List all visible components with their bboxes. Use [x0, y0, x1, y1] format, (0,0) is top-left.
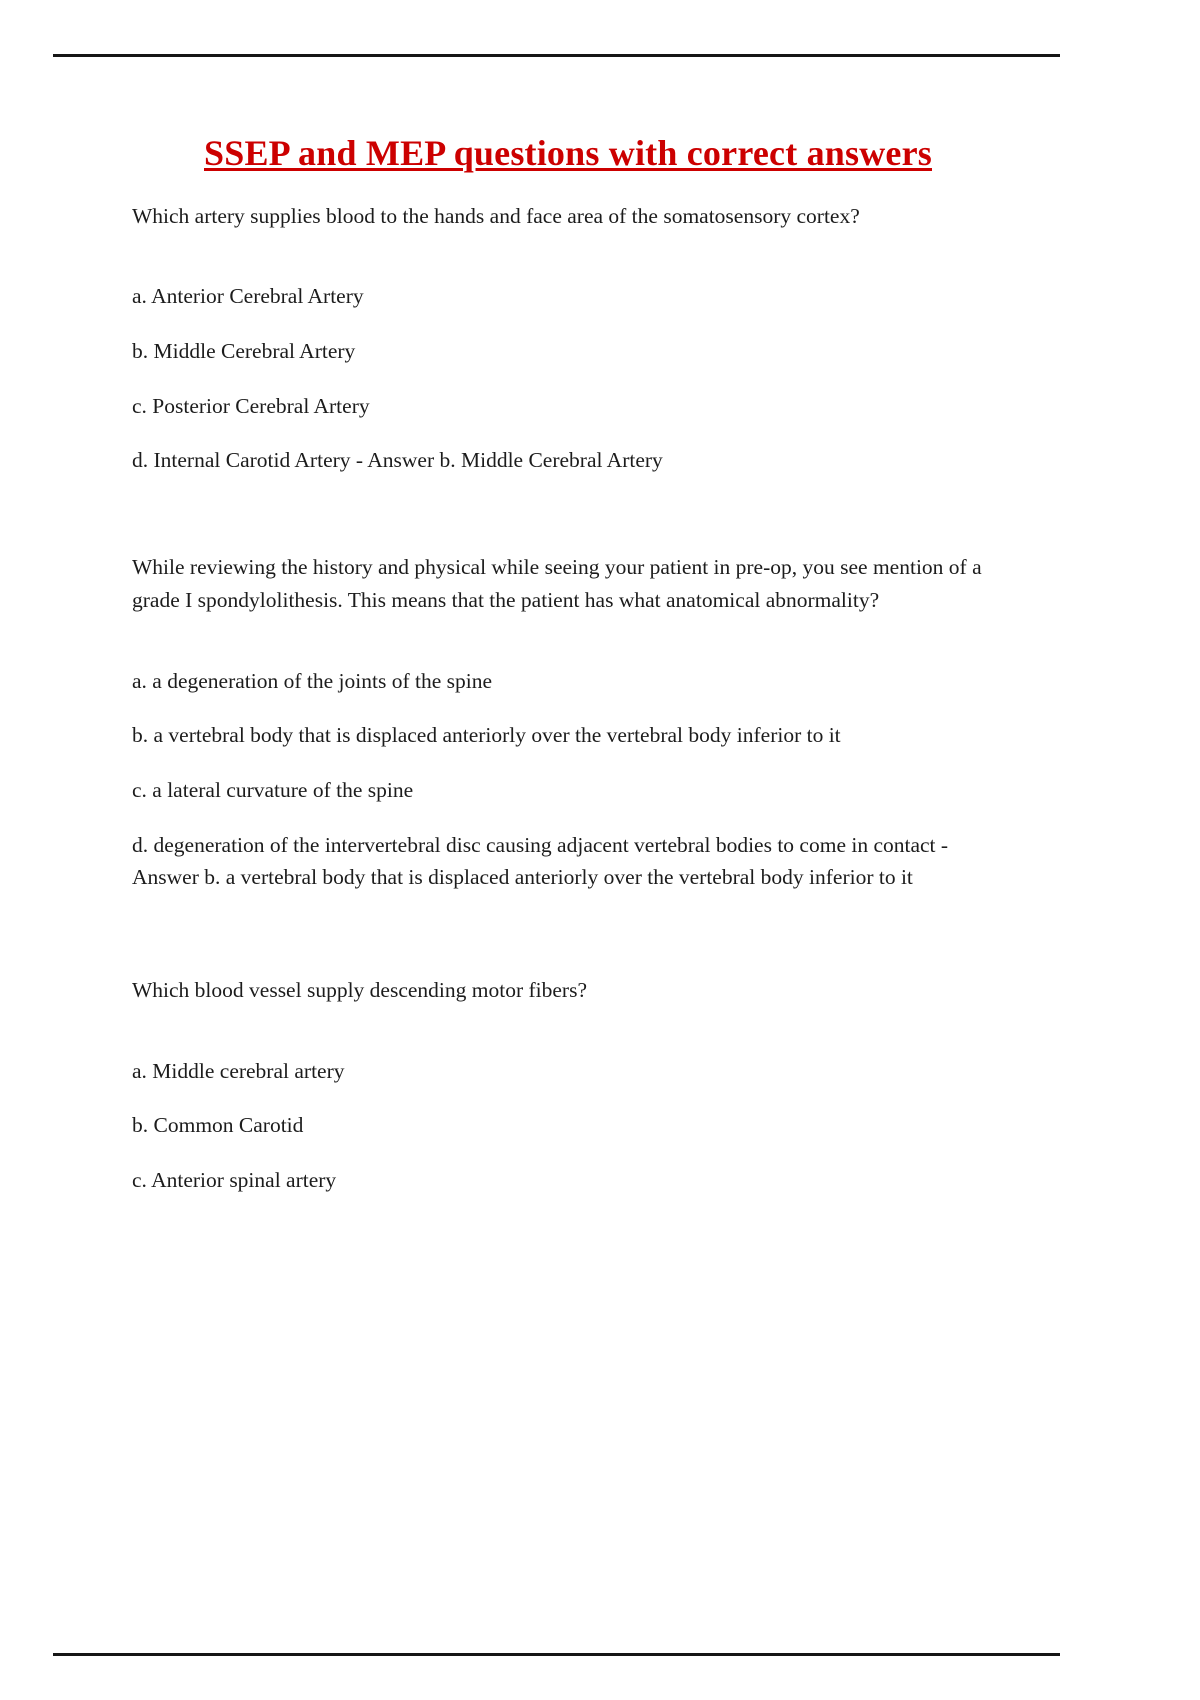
- spacer: [132, 499, 1004, 551]
- question-block-3: [132, 974, 1004, 1197]
- question-prompt: Which artery supplies blood to the hands and face area of the somatosensory cortex?: [132, 203, 860, 228]
- page-bottom-rule: [53, 1653, 1060, 1656]
- option-item[interactable]: c. Posterior Cerebral Artery: [132, 393, 370, 418]
- option-item[interactable]: b. Middle Cerebral Artery: [132, 339, 356, 364]
- option-list: [132, 280, 1004, 477]
- page-top-rule: [53, 54, 1060, 57]
- option-item[interactable]: b. Common Carotid: [132, 1113, 304, 1138]
- option-item[interactable]: b. a vertebral body that is displaced anteriorly over the vertebral body inferior to it: [132, 723, 841, 748]
- question-block-1: [132, 200, 1004, 477]
- page-title: SSEP and MEP questions with correct answers: [204, 133, 932, 173]
- question-prompt: Which blood vessel supply descending motor fibers?: [132, 977, 587, 1002]
- option-item[interactable]: c. a lateral curvature of the spine: [132, 777, 414, 802]
- option-item-with-answer[interactable]: d. degeneration of the intervertebral disc causing adjacent vertebral bodies to come in contact - Answer b. a vertebral body that is displaced anteriorly over the vertebral body inferior to it: [132, 832, 949, 890]
- question-prompt: While reviewing the history and physical while seeing your patient in pre-op, you see mention of a grade I spondylolithesis. This means that the patient has what anatomical abnormality?: [132, 555, 982, 612]
- spacer: [132, 916, 1004, 974]
- option-item-with-answer[interactable]: d. Internal Carotid Artery - Answer b. Middle Cerebral Artery: [132, 448, 663, 473]
- option-item[interactable]: c. Anterior spinal artery: [132, 1167, 337, 1192]
- spacer: [132, 1013, 1004, 1055]
- spacer: [132, 623, 1004, 665]
- option-item[interactable]: a. Middle cerebral artery: [132, 1058, 345, 1083]
- option-item[interactable]: a. a degeneration of the joints of the spine: [132, 668, 493, 693]
- option-list: [132, 1055, 1004, 1197]
- question-block-2: [132, 551, 1004, 894]
- option-item[interactable]: a. Anterior Cerebral Artery: [132, 284, 364, 309]
- option-list: [132, 665, 1004, 894]
- document-content: [132, 126, 1004, 1219]
- spacer: [132, 238, 1004, 280]
